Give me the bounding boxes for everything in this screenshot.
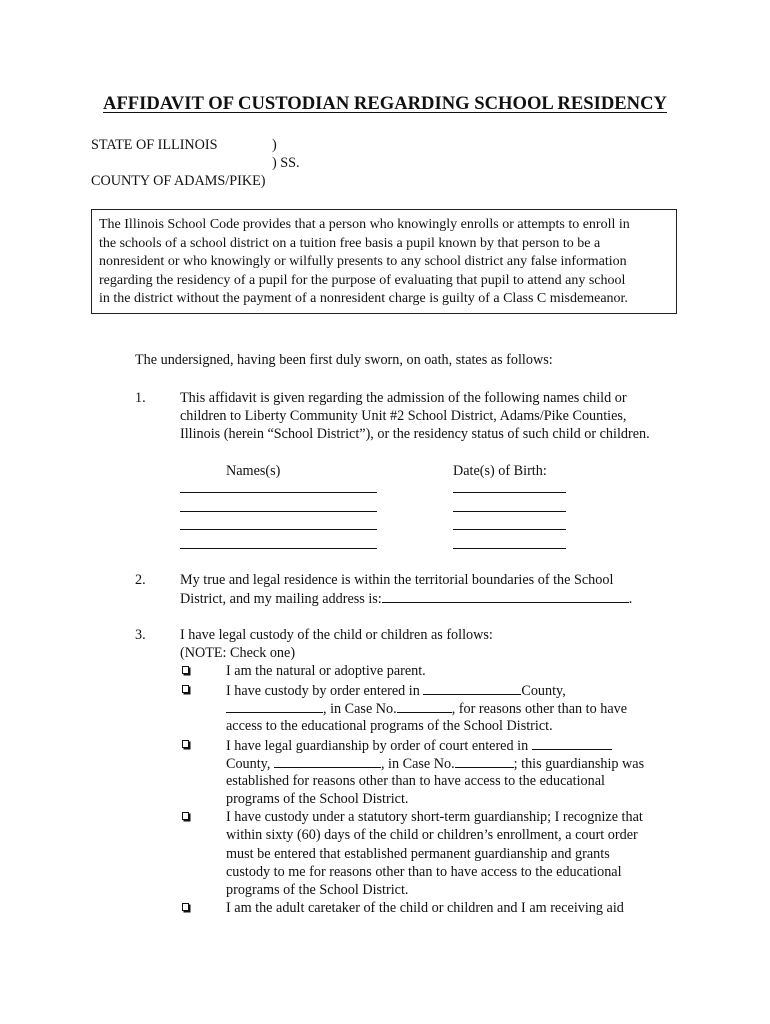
venue-state: STATE OF ILLINOIS [91, 137, 218, 153]
option-custody-order-line [226, 681, 566, 700]
option-short-term-line: programs of the School District. [226, 882, 409, 898]
venue-county: COUNTY OF ADAMS/PIKE) [91, 173, 266, 189]
option-natural-parent: I am the natural or adoptive parent. [226, 663, 426, 679]
custody-case-number-field[interactable] [397, 699, 452, 713]
option-text: ; this guardianship was [513, 756, 645, 772]
intro-statement: The undersigned, having been first duly sworn, on oath, states as follows: [135, 352, 553, 368]
option-text: County, [226, 756, 271, 772]
custody-county-field[interactable] [423, 681, 521, 695]
notice-line: the schools of a school district on a tuition free basis a pupil known by that person to be a [99, 235, 601, 251]
item-2-line: My true and legal residence is within the territorial boundaries of the School [180, 572, 614, 588]
child-dob-field[interactable] [453, 529, 566, 530]
option-text: I have custody by order entered in [226, 683, 420, 699]
option-custody-order-line [226, 699, 627, 718]
item-2-number: 2. [135, 572, 146, 588]
option-guardianship-line [226, 754, 644, 773]
notice-line: regarding the residency of a pupil for the purpose of evaluating that pupil to attend any school [99, 272, 626, 288]
option-short-term-line: within sixty (60) days of the child or children’s enrollment, a court order [226, 827, 638, 843]
checkbox-adult-caretaker[interactable] [182, 903, 189, 911]
notice-line: in the district without the payment of a nonresident charge is guilty of a Class C misdemeanor. [99, 291, 628, 307]
dob-header: Date(s) of Birth: [453, 463, 547, 479]
misdemeanor-notice-box [91, 209, 677, 314]
document-title: AFFIDAVIT OF CUSTODIAN REGARDING SCHOOL RESIDENCY [103, 93, 667, 114]
child-name-field[interactable] [180, 492, 377, 493]
option-custody-order-line: access to the educational programs of the School District. [226, 718, 553, 734]
option-guardianship-line [226, 736, 612, 755]
item-1-line: children to Liberty Community Unit #2 School District, Adams/Pike Counties, [180, 408, 627, 424]
item-3-line: I have legal custody of the child or children as follows: [180, 627, 493, 643]
option-text: , for reasons other than to have [451, 701, 628, 717]
item-2-address-label: District, and my mailing address is: [180, 591, 382, 607]
child-name-field[interactable] [180, 529, 377, 530]
checkbox-custody-order[interactable] [182, 685, 189, 693]
child-name-field[interactable] [180, 548, 377, 549]
option-guardianship-line: programs of the School District. [226, 791, 409, 807]
mailing-address-field[interactable] [382, 589, 629, 603]
names-header: Names(s) [226, 463, 281, 479]
venue-paren: ) [272, 137, 277, 153]
option-text: , in Case No. [380, 756, 455, 772]
venue-ss: ) SS. [272, 155, 300, 171]
child-dob-field[interactable] [453, 548, 566, 549]
item-1-line: This affidavit is given regarding the admission of the following names child or [180, 390, 627, 406]
option-short-term-line: custody to me for reasons other than to have access to the educational [226, 864, 622, 880]
item-1-number: 1. [135, 390, 146, 406]
child-name-field[interactable] [180, 511, 377, 512]
checkbox-short-term-guardianship[interactable] [182, 812, 189, 820]
guardianship-case-number-field[interactable] [455, 754, 514, 768]
custody-state-field[interactable] [226, 699, 323, 713]
checkbox-natural-parent[interactable] [182, 666, 189, 674]
notice-line: nonresident or who knowingly or wilfully presents to any school district any false information [99, 254, 627, 270]
guardianship-court-field[interactable] [532, 736, 612, 750]
option-short-term-line: I have custody under a statutory short-term guardianship; I recognize that [226, 809, 643, 825]
checkbox-legal-guardianship[interactable] [182, 740, 189, 748]
item-1-line: Illinois (herein “School District”), or the residency status of such child or children. [180, 426, 650, 442]
option-text: , in Case No. [323, 701, 397, 717]
item-2-line [180, 589, 632, 608]
item-2-period: . [628, 591, 633, 607]
child-dob-field[interactable] [453, 492, 566, 493]
option-short-term-line: must be entered that established permanent guardianship and grants [226, 846, 610, 862]
option-text: County, [521, 683, 566, 699]
option-adult-caretaker: I am the adult caretaker of the child or children and I am receiving aid [226, 900, 624, 916]
option-guardianship-line: established for reasons other than to have access to the educational [226, 773, 605, 789]
guardianship-county-field[interactable] [274, 754, 381, 768]
item-3-number: 3. [135, 627, 146, 643]
item-3-note: (NOTE: Check one) [180, 645, 296, 661]
option-text: I have legal guardianship by order of court entered in [226, 738, 529, 754]
notice-line: The Illinois School Code provides that a person who knowingly enrolls or attempts to enroll in [99, 217, 630, 232]
child-dob-field[interactable] [453, 511, 566, 512]
